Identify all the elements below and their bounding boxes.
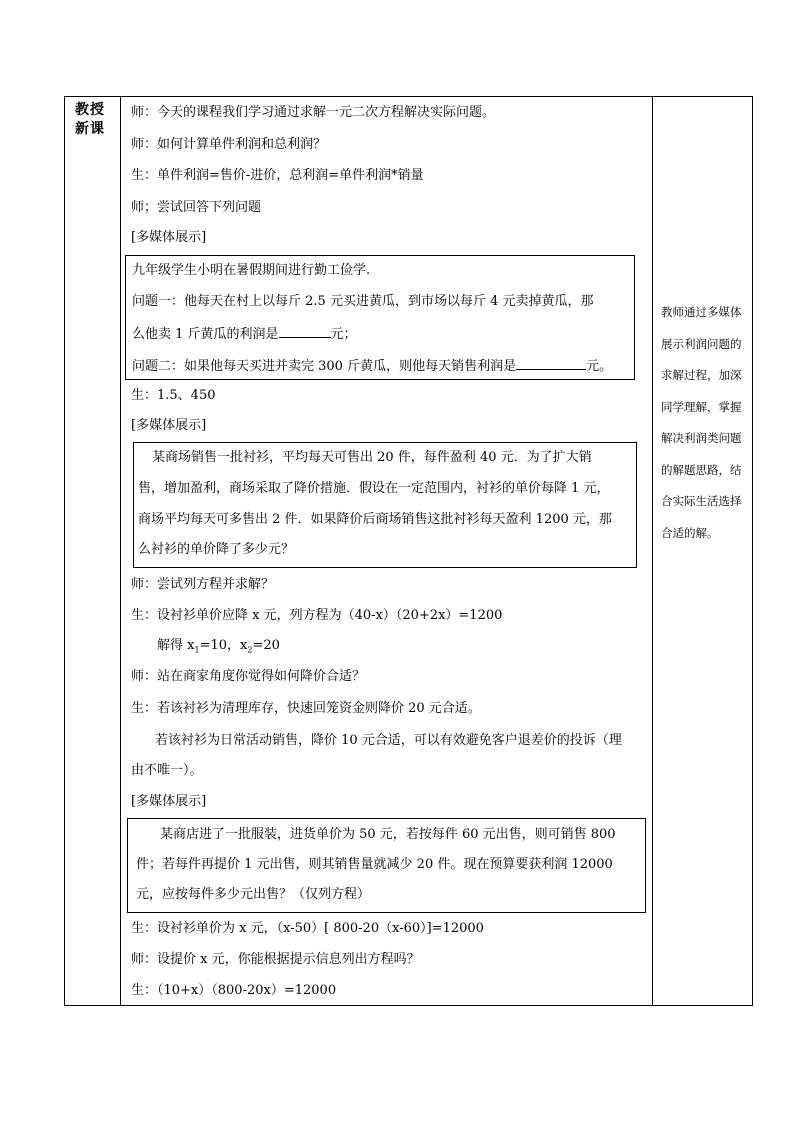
line-teacher-try: 师；尝试回答下列问题 [131,200,262,215]
box2-line-4: 么衬衫的单价降了多少元？ [138,542,295,557]
note-line: 解决利润类问题 [661,431,742,445]
line-student-equation: 生：设衬衫单价应降 x 元，列方程为（40-x）（20+2x）=1200 [131,608,503,623]
box1-line-3 [132,325,357,343]
box1-line-3-text: 么他卖 1 斤黄瓜的利润是 [132,327,279,342]
answer-blank-2 [516,357,586,370]
line-teacher-markup: 师：设提价 x 元，你能根据提示信息列出方程吗？ [131,952,420,967]
column-divider-left [120,97,121,1005]
line-teacher-question: 师：如何计算单件利润和总利润？ [131,137,327,152]
line-daily-sales: 若该衬衫为日常活动销售，降价 10 元合适，可以有效避免客户退差价的投诉（理 [155,733,622,748]
teacher-notes [661,297,747,549]
solution-sub-2: 2 [247,645,253,655]
box2-line-2: 售，增加盈利，商场采取了降价措施．假设在一定范围内，衬衫的单价每降 1 元， [138,481,610,496]
note-line: 教师通过多媒体 [661,305,742,319]
lesson-table [64,96,753,1006]
line-teacher-merchant: 师：站在商家角度你觉得如何降价合适？ [131,669,366,684]
note-line: 求解过程，加深 [661,368,742,382]
solution-sub-1: 1 [194,645,200,655]
box3-line-2: 件；若每件再提价 1 元出售，则其销售量就减少 20 件。现在预算要获利润 12000 [136,857,613,872]
problem-box-cucumber [125,255,635,380]
note-line: 的解题思路，结 [661,462,742,477]
solution-part-1: 解得 x [157,638,195,653]
section-label-line-1: 教授 [75,102,105,118]
box1-line-1: 九年级学生小明在暑假期间进行勤工俭学. [132,263,371,278]
line-student-answer-2: 生：1.5、450 [131,388,216,403]
note-line: 合实际生活选择 [661,494,742,508]
line-multimedia-1: [多媒体展示] [131,230,207,245]
line-teacher-solve: 师：尝试列方程并求解？ [131,577,275,592]
answer-blank-1 [279,325,331,338]
note-line: 合适的解。 [661,525,719,540]
line-student-clearance: 生：若该衬衫为清理库存，快速回笼资金则降价 20 元合适。 [131,701,481,716]
section-label-line-2: 新课 [75,121,105,137]
problem-box-clothing [127,818,646,913]
box1-line-4 [132,357,612,375]
note-line: 同学理解，掌握 [661,399,742,414]
line-teacher-intro: 师：今天的课程我们学习通过求解一元二次方程解决实际问题。 [131,105,496,120]
line-not-unique: 由不唯一）。 [131,763,203,778]
line-student-answer: 生：单件利润=售价-进价，总利润=单件利润*销量 [131,168,424,183]
column-divider-right [652,97,653,1005]
solution-part-3: =20 [252,638,280,653]
line-multimedia-3: [多媒体展示] [131,794,207,809]
box2-line-1: 某商场销售一批衬衫，平均每天可售出 20 件，每件盈利 40 元．为了扩大销 [152,450,592,465]
box3-line-3: 元，应按每件多少元出售？（仅列方程） [136,887,371,902]
line-student-clothing: 生：设衬衫单价为 x 元，（x-50）[ 800-20（x-60）]=12000 [131,921,484,936]
box1-line-4-text: 问题二：如果他每天买进并卖完 300 斤黄瓜，则他每天销售利润是 [132,359,517,374]
note-line: 展示利润问题的 [661,336,742,351]
line-multimedia-2: [多媒体展示] [131,418,207,433]
box1-line-2: 问题一：他每天在村上以每斤 2.5 元买进黄瓜，到市场以每斤 4 元卖掉黄瓜，那 [132,294,594,309]
box1-line-4-unit: 元。 [586,359,613,374]
solution-part-2: =10，x [199,638,248,653]
box3-line-1: 某商店进了一批服装，进货单价为 50 元，若按每件 60 元出售，则可销售 800 [160,827,616,842]
box1-line-3-unit: 元； [330,327,357,342]
line-student-markup: 生：（10+x）（800-20x）=12000 [131,983,337,998]
problem-box-shirt [133,442,637,568]
section-label [75,101,115,139]
line-solution [157,638,280,659]
box2-line-3: 商场平均每天可多售出 2 件．如果降价后商场销售这批衬衫每天盈利 1200 元，那 [138,512,612,527]
